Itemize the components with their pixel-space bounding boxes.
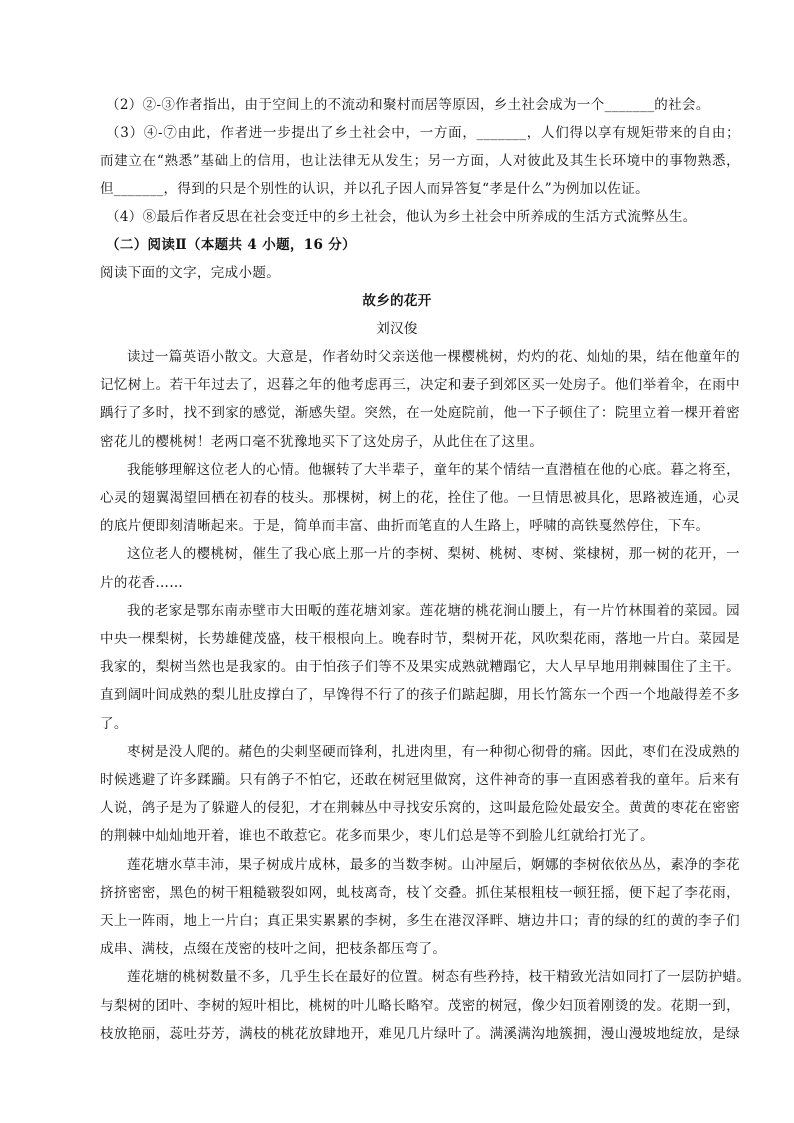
article-line: 我家的，梨树当然也是我家的。由于怕孩子们等不及果实成熟就糟蹋它，大人早早地用荆棘围住了主干。 — [100, 659, 740, 676]
article-line: 时候逃避了许多蹂躏。只有鸽子不怕它，还敢在树冠里做窝，这件神奇的事一直困惑着我的童年。后来有 — [100, 772, 740, 788]
article-line: 我能够理解这位老人的心情。他辗转了大半辈子，童年的某个情结一直潜植在他的心底。暮之将至， — [127, 461, 740, 478]
question-4: （4）⑧最后作者反思在社会变迁中的乡土社会，他认为乡土社会中所养成的生活方式流弊丛生。 — [106, 209, 697, 225]
article-line: 枝放艳丽，蕊吐芬芳，满枝的桃花放肆地开，难见几片绿叶了。满溪满沟地簇拥，漫山漫坡地绽放，是绿 — [100, 1025, 740, 1042]
article-line: 中央一棵梨树，长势雄健茂盛，枝干根根向上。晚春时节，梨树开花，风吹梨花雨，落地一片白。菜园是 — [100, 631, 740, 647]
article-line: 的底片便即刻清晰起来。于是，简单而丰富、曲折而笔直的人生路上，呼啸的高铁戛然停住，下车。 — [100, 518, 710, 535]
article-line: 记忆树上。若干年过去了，迟暮之年的他考虑再三，决定和妻子到郊区买一处房子。他们举着伞，在雨中 — [100, 377, 740, 394]
article-line: 的荆棘中灿灿地开着，谁也不敢惹它。花多而果少，枣儿们总是等不到脸儿红就给打光了。 — [100, 828, 654, 845]
section-instruction: 阅读下面的文字，完成小题。 — [100, 265, 281, 281]
article-line: 人说，鸽子是为了躲避人的侵犯，才在荆棘丛中寻找安乐窝的，这叫最危险处最安全。黄黄的枣花在密密 — [100, 800, 740, 817]
article-line: 心灵的翅翼渴望回栖在初春的枝头。那棵树，树上的花，拴住了他。一旦情思被具化，思路被连通，心灵 — [100, 490, 740, 506]
article-line: 莲花塘水草丰沛，果子树成片成林，最多的当数李树。山冲屋后，婀娜的李树依依丛丛，素净的李花 — [127, 856, 740, 873]
article-line: 枣树是没人爬的。赭色的尖刺坚硬而锋利，扎进肉里，有一种彻心彻骨的痛。因此，枣们在没成熟的 — [127, 743, 740, 760]
question-3-line-2: 而建立在“熟悉”基础上的信用，也让法律无从发生；另一方面，人对彼此及其生长环境中的事物熟悉， — [100, 153, 740, 169]
question-2: （2）②-③作者指出，由于空间上的不流动和聚村而居等原因，乡土社会成为一个_______的社会。 — [106, 97, 710, 113]
article-author: 刘汉俊 — [376, 321, 418, 337]
article-title: 故乡的花开 — [362, 293, 432, 309]
article-line: 读过一篇英语小散文。大意是，作者幼时父亲送他一棵樱桃树，灼灼的花、灿灿的果，结在他童年的 — [127, 349, 740, 365]
question-3-line-3: 但_______，得到的只是个别性的认识，并以孔子因人而异答复“孝是什么”为例加以佐证。 — [100, 181, 649, 197]
article-line: 片的花香…… — [100, 574, 184, 591]
section-heading: （二）阅读Ⅱ（本题共 4 小题，16 分） — [106, 237, 357, 253]
article-line: 莲花塘的桃树数量不多，几乎生长在最好的位置。树态有些矜持，枝干精致光洁如同打了一层防护蜡。 — [127, 969, 751, 986]
article-line: 天上一阵雨，地上一片白；真正果实累累的李树，多生在港汊泽畔、塘边井口；青的绿的红的黄的李子们 — [100, 913, 740, 929]
article-line: 踽行了多时，找不到家的感觉，渐感失望。突然，在一处庭院前，他一下子顿住了：院里立着一棵开着密 — [100, 405, 740, 422]
article-line: 密花儿的樱桃树！老两口毫不犹豫地买下了这处房子，从此住在了这里。 — [100, 433, 544, 450]
article-line: 我的老家是鄂东南赤壁市大田畈的莲花塘刘家。莲花塘的桃花涧山腰上，有一片竹林围着的菜园。园 — [127, 602, 740, 619]
article-line: 成串、满枝，点缀在茂密的枝叶之间，把枝条都压弯了。 — [100, 941, 447, 958]
article-line: 直到阔叶间成熟的梨儿肚皮撑白了，早馋得不行了的孩子们踮起脚，用长竹篙东一个西一个地敲得差不多 — [100, 687, 740, 704]
article-line: 了。 — [100, 715, 128, 732]
question-3-line-1: （3）④-⑦由此，作者进一步提出了乡土社会中，一方面，_______，人们得以享有规矩带来的自由； — [106, 125, 740, 141]
article-line: 与梨树的团叶、李树的短叶相比，桃树的叶儿略长略窄。茂密的树冠，像少妇顶着刚烫的发。花期一到， — [100, 997, 740, 1014]
article-line: 这位老人的樱桃树，催生了我心底上那一片的李树、梨树、桃树、枣树、棠棣树，那一树的花开，一 — [127, 546, 740, 563]
article-line: 挤挤密密，黑色的树干粗糙皲裂如网，虬枝离奇，枝丫交叠。抓住某根粗枝一顿狂摇，便下起了李花雨， — [100, 884, 740, 901]
